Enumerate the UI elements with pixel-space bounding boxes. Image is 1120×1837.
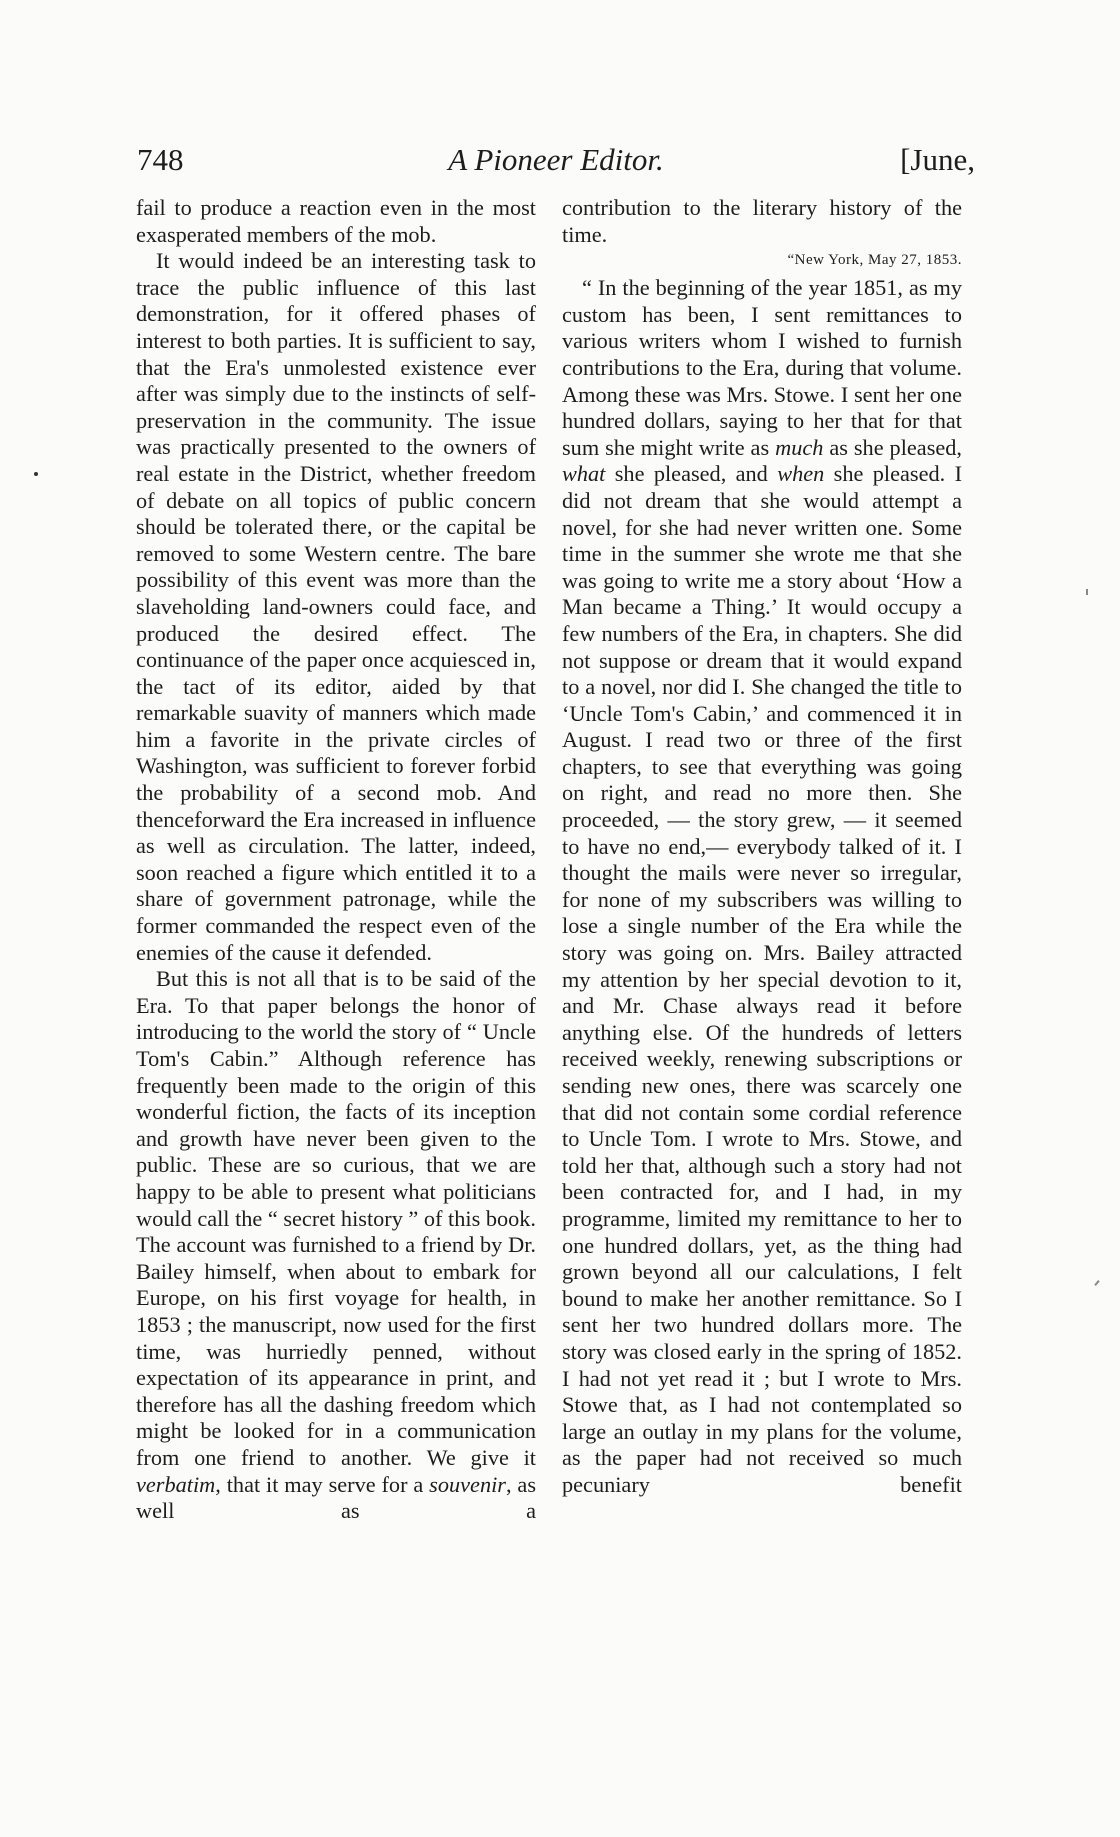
margin-speck (1086, 589, 1088, 595)
left-paragraph-3 (136, 966, 536, 1524)
issue-month: [June, (900, 142, 975, 177)
margin-ink-dot (34, 472, 38, 476)
left-paragraph-3-text-b: , that it may serve for a (215, 1471, 430, 1497)
left-column (136, 195, 536, 1525)
verbatim-word: verbatim (136, 1471, 216, 1497)
letter-text-b: as she pleased, (823, 434, 962, 460)
page-number: 748 (137, 142, 184, 177)
left-paragraph-3-text-a: But this is not all that is to be said of the Era. To that paper belongs the honor of introducing to the world the story of “ Uncle Tom's Cabin.” Although reference has frequently been made to the origin of this wonderful fiction, the facts of its inception and growth have never been given to the public. These are so curious, that we are happy to be able to present what politicians would call the “ secret history ” of this book. The account was furnished to a friend by Dr. Bailey himself, when about to embark for Europe, on his first voyage for health, in 1853 ; the manuscript, now used for the first time, was hurriedly penned, without expectation of its appearance in print, and therefore has all the dashing freedom which might be looked for in a communication from one friend to another. We give it (136, 966, 537, 1470)
running-header (137, 140, 975, 190)
what-word: what (562, 461, 606, 487)
right-column (562, 195, 962, 1499)
when-word: when (777, 461, 825, 487)
right-paragraph-1: contribution to the literary history of the time. (562, 195, 962, 247)
left-paragraph-1: fail to produce a reaction even in the most exasperated members of the mob. (136, 195, 536, 247)
letter-text-a: “ In the beginning of the year 1851, as my custom has been, I sent remittances to various writers whom I wished to furnish contributions to the Era, during that volume. Among these was Mrs. Stowe. I sent her one hundred dollars, saying to her that for that sum she might write as (562, 275, 962, 460)
left-paragraph-2: It would indeed be an interesting task to trace the public influence of this last demonstration, for it offered phases of interest to both parties. It is sufficient to say, that the Era's unmolested existence ever after was simply due to the instincts of self-preservation in the community. The issue was practically presented to the owners of real estate in the District, whether freedom of debate on all topics of public concern should be tolerated there, or the capital be removed to some Western centre. The bare possibility of this event was more than the slaveholding land-owners could face, and produced the desired effect. The continuance of the paper once acquiesced in, the tact of its editor, aided by that remarkable suavity of manners which made him a favorite in the private circles of Washington, was sufficient to forever forbid the probability of a second mob. And thenceforward the Era increased in influence as well as circulation. The latter, indeed, soon reached a figure which entitled it to a share of government patronage, while the former commanded the respect even of the enemies of the cause it defended. (136, 248, 536, 965)
left-paragraph-3-text-c: , as well as a (136, 1471, 536, 1524)
letter-text-c: she pleased, and (605, 461, 778, 487)
letter-text-d: she pleased. I did not dream that she would attempt a novel, for she had never written one. Some time in the summer she wrote me that she was going to write me a story about ‘How a Man became a Thing.’ It would occupy a few numbers of the Era, in chapters. She did not suppose or dream that it would expand to a novel, nor did I. She changed the title to ‘Uncle Tom's Cabin,’ and commenced it in August. I read two or three of the first chapters, to see that everything was going on right, and read no more then. She proceeded, — the story grew, — it seemed to have no end,— everybody talked of it. I thought the mails were never so irregular, for none of my subscribers was willing to lose a single number of the Era while the story was going on. Mrs. Bailey attracted my attention by her special devotion to it, and Mr. Chase always read it before anything else. Of the hundreds of letters received weekly, renewing subscriptions or sending new ones, there was scarcely one that did not contain some cordial reference to Uncle Tom. I wrote to Mrs. Stowe, and told her that, although such a story had not been contracted for, and I had, in my programme, limited my remittance to her to one hundred dollars, yet, as the thing had grown beyond all our calculations, I felt bound to make her another remittance. So I sent her two hundred dollars more. The story was closed early in the spring of 1852. I had not yet read it ; but I wrote to Mrs. Stowe that, as I had not contemplated so large an outlay in my plans for the volume, as the paper had not received so much pecuniary benefit (562, 461, 962, 1497)
margin-speck (1094, 1280, 1099, 1286)
letter-dateline: “New York, May 27, 1853. (787, 252, 962, 269)
letter-body (562, 275, 962, 1498)
much-word: much (775, 434, 824, 460)
souvenir-word: souvenir (429, 1471, 506, 1497)
running-title: A Pioneer Editor. (448, 142, 664, 177)
